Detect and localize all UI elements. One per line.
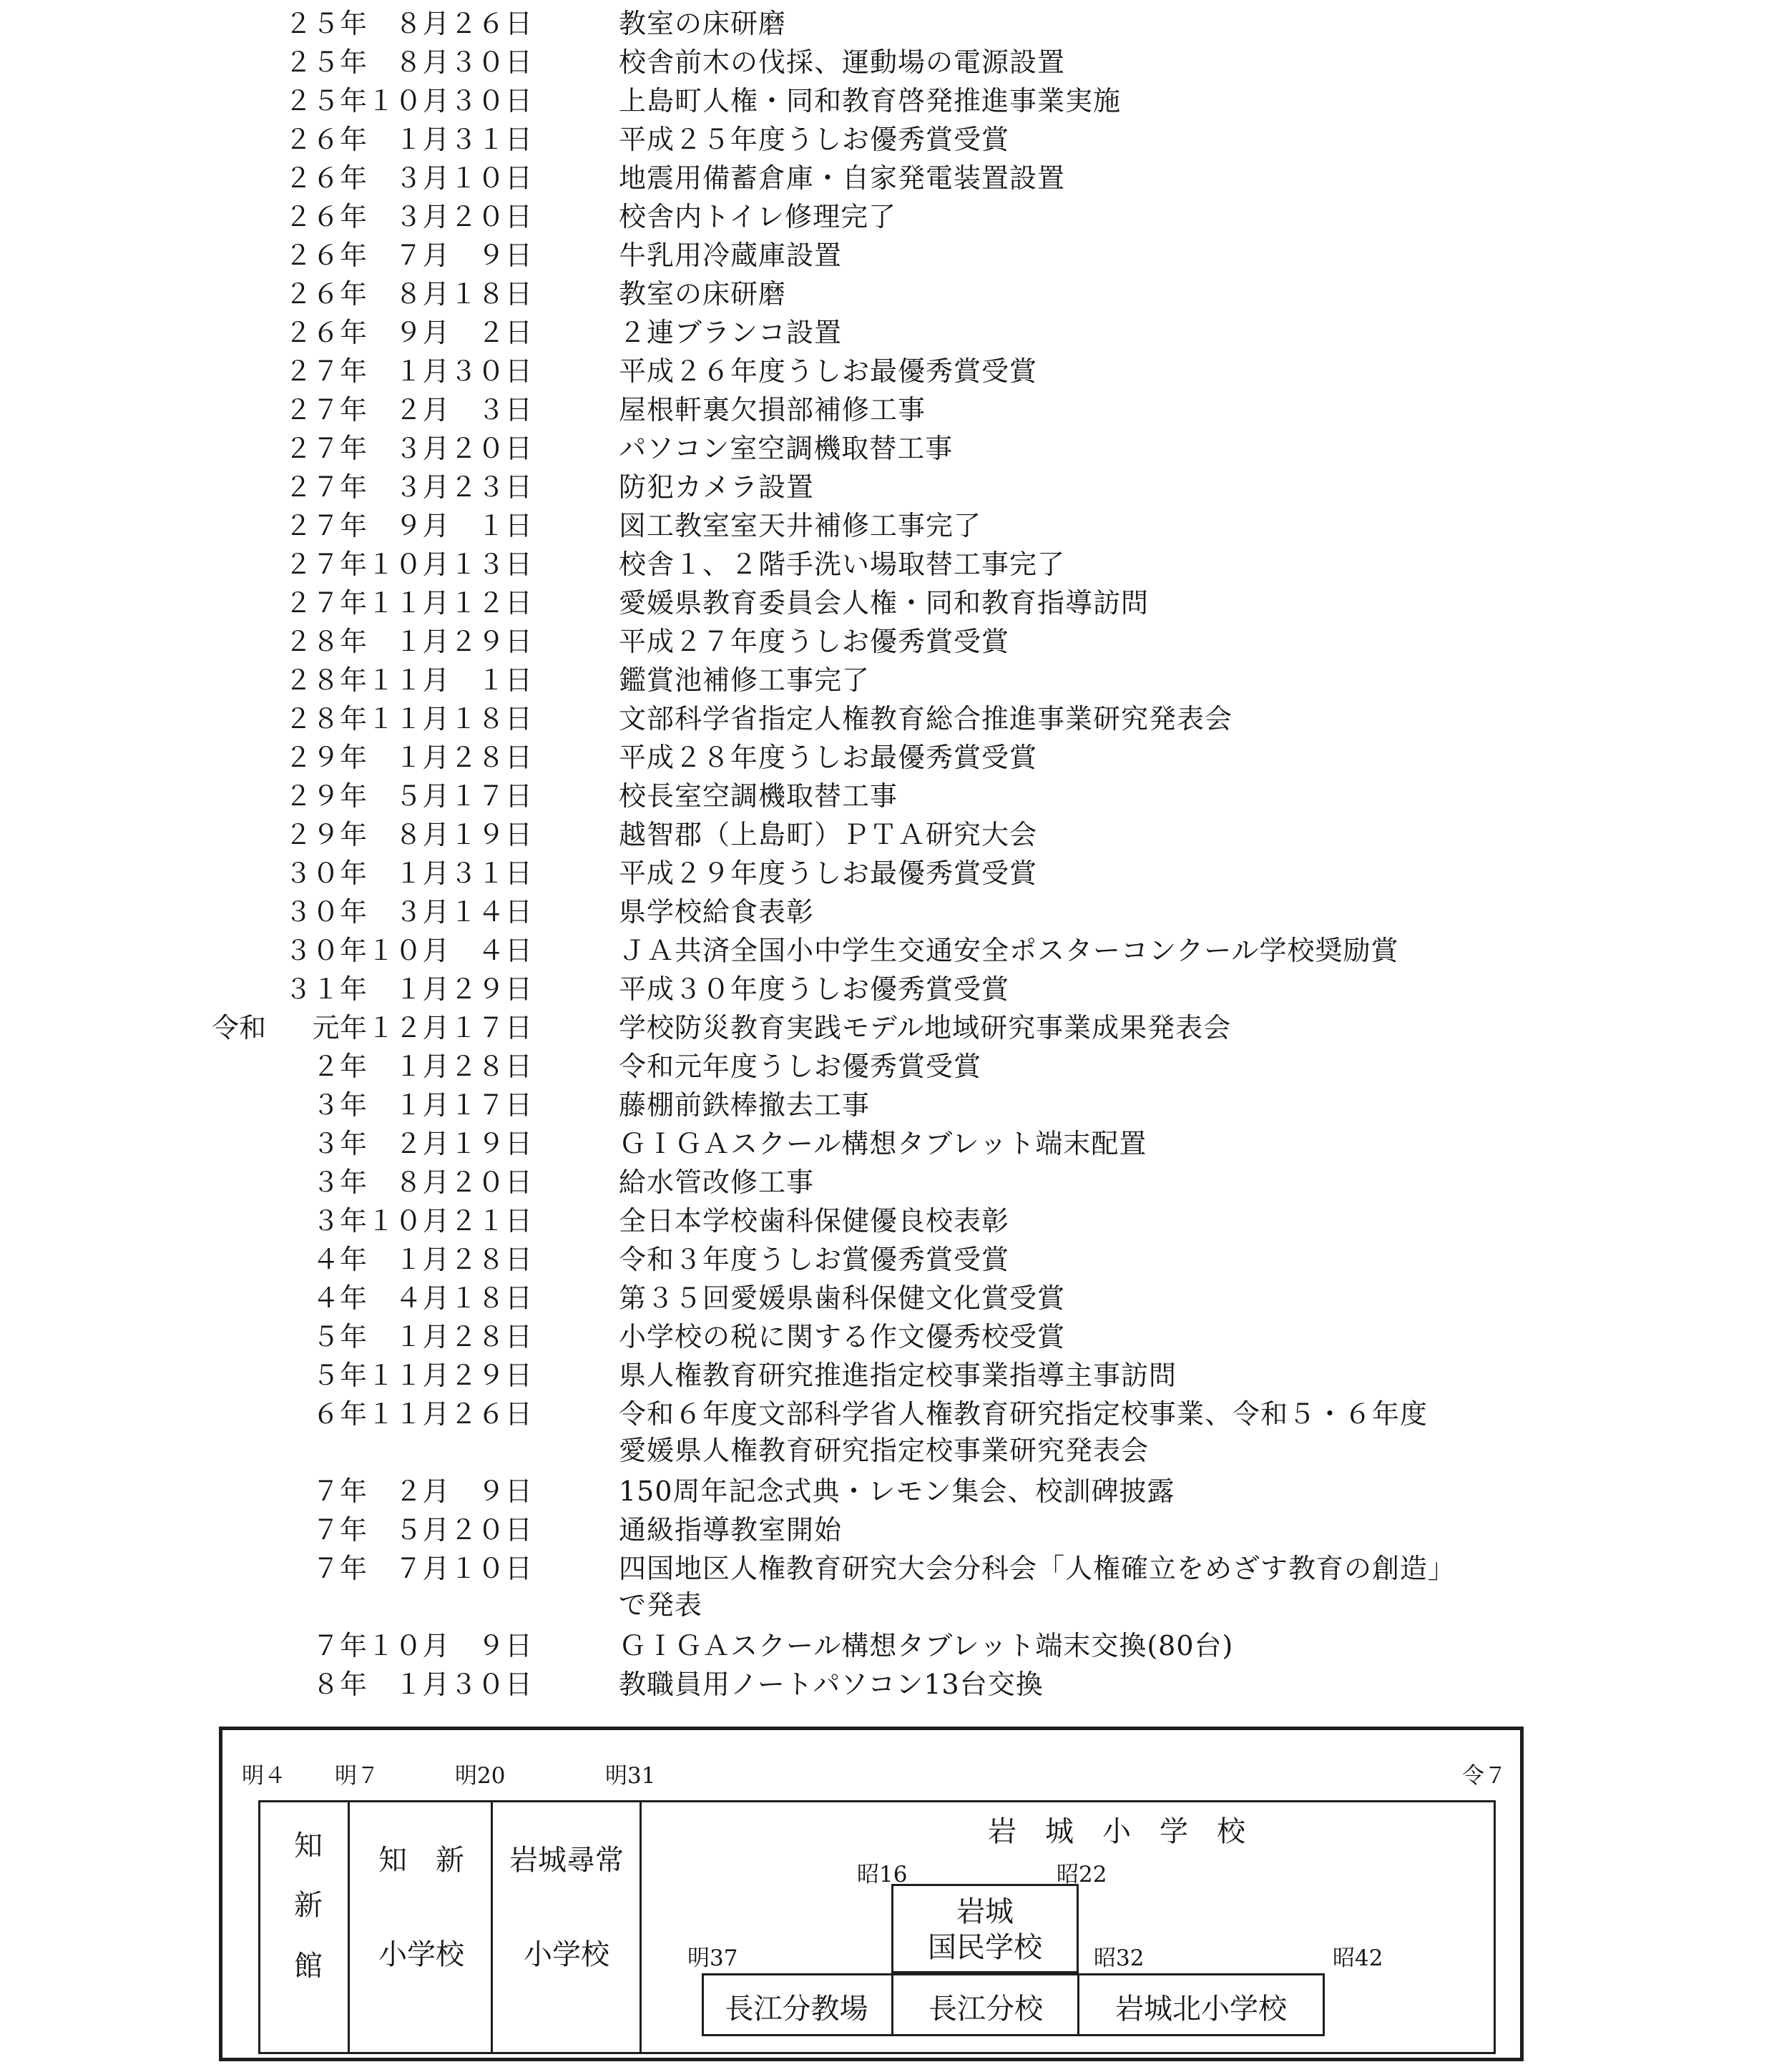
history-event	[619, 812, 1549, 852]
history-event-text: ＪＡ共済全国小中学生交通安全ポスターコンクール学校奨励賞	[619, 935, 1399, 966]
history-event	[619, 1006, 1549, 1045]
history-row	[0, 772, 1774, 811]
history-row	[0, 1236, 1774, 1275]
history-row	[0, 1468, 1774, 1506]
history-date: ２９年 ５月１７日	[285, 780, 533, 812]
history-event	[619, 735, 1549, 775]
history-row	[0, 1661, 1774, 1699]
history-event-text: 校舎１、２階手洗い場取替工事完了	[619, 549, 1066, 580]
history-event	[619, 349, 1549, 388]
history-event	[619, 79, 1549, 118]
chishinkan-char-1: 知	[294, 1830, 323, 1862]
history-date: ２８年１１月１８日	[285, 703, 533, 735]
year-label-meiji37: 明37	[687, 1945, 738, 1971]
year-label-meiji31: 明31	[605, 1763, 656, 1789]
year-label-showa42: 昭42	[1333, 1945, 1383, 1971]
history-event	[619, 1469, 1549, 1508]
history-row	[0, 1352, 1774, 1390]
history-event-text: 屋根軒裏欠損部補修工事	[619, 394, 926, 426]
history-event-text: 平成２７年度うしお優秀賞受賞	[619, 626, 1010, 657]
history-event	[619, 1315, 1549, 1354]
history-event	[619, 658, 1549, 697]
history-row	[0, 1275, 1774, 1313]
school-lineage-diagram	[219, 1727, 1524, 2061]
history-row	[0, 579, 1774, 618]
history-row	[0, 1004, 1774, 1043]
history-event-text: 文部科学省指定人権教育総合推進事業研究発表会	[619, 703, 1233, 735]
history-event	[619, 851, 1549, 890]
history-row	[0, 502, 1774, 541]
history-event-text: 平成２５年度うしお優秀賞受賞	[619, 124, 1010, 155]
history-date: ２６年 ３月２０日	[285, 201, 533, 232]
history-event-text-continued: で発表	[619, 1589, 703, 1621]
history-row	[0, 154, 1774, 193]
history-event-text: 県学校給食表彰	[619, 896, 815, 928]
history-event	[619, 195, 1549, 234]
history-event-text: 第３５回愛媛県歯科保健文化賞受賞	[619, 1282, 1066, 1314]
year-label-meiji4: 明４	[242, 1763, 286, 1789]
history-row	[0, 193, 1774, 232]
history-row	[0, 927, 1774, 966]
history-event	[619, 1392, 1549, 1470]
history-date: ３０年 ３月１４日	[285, 896, 533, 928]
history-event-text: パソコン室空調機取替工事	[619, 433, 954, 464]
history-date: ２５年 ８月３０日	[285, 46, 533, 78]
history-event-text: 校舎内トイレ修理完了	[619, 201, 897, 232]
year-label-reiwa7: 令７	[1462, 1763, 1506, 1789]
year-label-showa22: 昭22	[1057, 1862, 1107, 1887]
history-event-text: 地震用備蓄倉庫・自家発電装置設置	[619, 162, 1066, 194]
history-row	[0, 425, 1774, 463]
nagae-kyojo-name: 長江分教場	[725, 1993, 868, 2026]
kokumin-school-line2: 国民学校	[928, 1931, 1042, 1964]
history-event	[619, 619, 1549, 659]
history-row	[0, 1159, 1774, 1197]
history-event	[619, 581, 1549, 620]
history-event-text: 四国地区人権教育研究大会分科会「人権確立をめざす教育の創造」	[619, 1553, 1456, 1584]
history-event-text: 平成２８年度うしお最優秀賞受賞	[619, 742, 1038, 773]
history-event-text: 通級指導教室開始	[619, 1514, 843, 1546]
history-date: ３年 ２月１９日	[285, 1128, 533, 1159]
history-date: ２７年 ３月２０日	[285, 433, 533, 464]
history-row	[0, 1313, 1774, 1352]
history-event	[619, 542, 1549, 581]
history-event-text-continued: 愛媛県人権教育研究指定校事業研究発表会	[619, 1435, 1150, 1466]
history-date: ４年 ４月１８日	[285, 1282, 533, 1314]
history-row	[0, 1197, 1774, 1236]
history-event	[619, 426, 1549, 466]
history-row	[0, 348, 1774, 386]
history-row	[0, 1506, 1774, 1545]
year-label-meiji7: 明７	[335, 1763, 379, 1789]
history-row	[0, 309, 1774, 348]
history-date: ２６年 １月３１日	[285, 124, 533, 155]
history-row	[0, 966, 1774, 1004]
history-date: ５年 １月２８日	[285, 1321, 533, 1352]
history-event-text: 給水管改修工事	[619, 1167, 815, 1198]
history-date: ３年 １月１７日	[285, 1089, 533, 1121]
history-row	[0, 734, 1774, 772]
history-event-text: 教職員用ノートパソコン13台交換	[619, 1669, 1044, 1700]
year-label-showa32: 昭32	[1094, 1945, 1145, 1971]
history-event	[619, 1160, 1549, 1199]
history-event-text: 令和３年度うしお賞優秀賞受賞	[619, 1244, 1010, 1275]
history-event-text: 平成３０年度うしお優秀賞受賞	[619, 973, 1010, 1005]
history-row	[0, 541, 1774, 579]
chishin-school-suffix: 小学校	[378, 1938, 464, 1971]
history-row	[0, 116, 1774, 154]
history-date: ２５年 ８月２６日	[285, 8, 533, 39]
history-event-text: 越智郡（上島町）ＰＴＡ研究大会	[619, 819, 1038, 850]
chishinkan-char-3: 館	[294, 1950, 323, 1983]
history-event	[619, 40, 1549, 79]
history-event	[619, 1276, 1549, 1315]
history-event	[619, 1546, 1549, 1624]
history-event	[619, 465, 1549, 504]
history-row	[0, 695, 1774, 734]
chishinkan-char-2: 新	[294, 1889, 323, 1922]
history-date: ２７年 ９月 １日	[285, 510, 533, 541]
history-event	[619, 967, 1549, 1006]
history-event	[619, 1353, 1549, 1393]
iwagi-elementary-name: 岩 城 小 学 校	[988, 1815, 1245, 1848]
history-event	[619, 504, 1549, 543]
history-date: ７年 ５月２０日	[285, 1514, 533, 1546]
history-row	[0, 386, 1774, 425]
history-event-text: 学校防災教育実践モデル地域研究事業成果発表会	[619, 1012, 1232, 1044]
history-event	[619, 1083, 1549, 1122]
history-date: ７年１０月 ９日	[285, 1630, 533, 1661]
history-row	[0, 1081, 1774, 1120]
history-event-text: ＧＩＧＡスクール構想タブレット端末交換(80台)	[619, 1630, 1234, 1661]
history-event	[619, 233, 1549, 272]
history-event	[619, 310, 1549, 350]
history-date: ３０年 １月３１日	[285, 858, 533, 889]
history-event-text: 教室の床研磨	[619, 278, 787, 310]
history-date: ５年１１月２９日	[285, 1360, 533, 1391]
history-event	[619, 272, 1549, 311]
history-event	[619, 156, 1549, 195]
history-event	[619, 697, 1549, 736]
history-date: ３１年 １月２９日	[285, 973, 533, 1005]
history-row	[0, 77, 1774, 116]
history-event	[619, 388, 1549, 427]
history-event-text: 令和元年度うしお優秀賞受賞	[619, 1051, 982, 1082]
history-event-text: 校長室空調機取替工事	[619, 780, 898, 812]
history-date: ３年 ８月２０日	[285, 1167, 533, 1198]
year-label-showa16: 昭16	[857, 1862, 908, 1887]
nagae-bunko-name: 長江分校	[928, 1993, 1043, 2026]
history-row	[0, 0, 1774, 39]
history-date: ２７年 １月３０日	[285, 355, 533, 387]
history-event-text: 牛乳用冷蔵庫設置	[619, 240, 843, 271]
history-date: ２７年１１月１２日	[285, 587, 533, 619]
history-event-text: 図工教室室天井補修工事完了	[619, 510, 982, 541]
history-event	[619, 890, 1549, 929]
history-event-text: 防犯カメラ設置	[619, 471, 815, 503]
iwagi-kita-name: 岩城北小学校	[1115, 1993, 1287, 2026]
history-event-text: 県人権教育研究推進指定校事業指導主事訪問	[619, 1360, 1177, 1391]
history-date: ２６年 ８月１８日	[285, 278, 533, 310]
kokumin-school-line1: 岩城	[956, 1895, 1014, 1928]
history-date: ７年 ７月１０日	[285, 1553, 533, 1584]
chishin-school-name: 知 新	[378, 1844, 464, 1877]
history-era: 令和	[212, 1012, 267, 1044]
history-event	[619, 1237, 1549, 1277]
history-event-text: 藤棚前鉄棒撤去工事	[619, 1089, 871, 1121]
history-event	[619, 1, 1549, 41]
history-event-text: 平成２６年度うしお最優秀賞受賞	[619, 355, 1038, 387]
history-event-text: 校舎前木の伐採、運動場の電源設置	[619, 46, 1066, 78]
history-event	[619, 774, 1549, 813]
year-label-meiji20: 明20	[455, 1763, 506, 1789]
history-event	[619, 928, 1549, 968]
history-row	[0, 1622, 1774, 1661]
history-date: ２８年 １月２９日	[285, 626, 533, 657]
history-row	[0, 463, 1774, 502]
history-event-text: 全日本学校歯科保健優良校表彰	[619, 1205, 1010, 1237]
history-row	[0, 1120, 1774, 1159]
history-event-text: 平成２９年度うしお最優秀賞受賞	[619, 858, 1038, 889]
history-row	[0, 270, 1774, 309]
history-event	[619, 1508, 1549, 1547]
history-event-text: 上島町人権・同和教育啓発推進事業実施	[619, 85, 1122, 117]
history-date: ２６年 ３月１０日	[285, 162, 533, 194]
history-event-text: 令和６年度文部科学省人権教育研究指定校事業、令和５・６年度	[619, 1398, 1428, 1430]
history-date: ７年 ２月 ９日	[285, 1476, 533, 1507]
history-date: 元年１２月１７日	[285, 1012, 533, 1044]
history-event-text: ＧＩＧＡスクール構想タブレット端末配置	[619, 1128, 1147, 1159]
history-event-text: 小学校の税に関する作文優秀校受賞	[619, 1321, 1066, 1352]
history-date: ２６年 ９月 ２日	[285, 317, 533, 348]
history-row	[0, 232, 1774, 270]
history-row	[0, 850, 1774, 888]
history-event-text: 150周年記念式典・レモン集会、校訓碑披露	[619, 1476, 1175, 1507]
iwagi-jinjo-name: 岩城尋常	[509, 1844, 624, 1877]
history-date: ２９年 １月２８日	[285, 742, 533, 773]
history-date: ２７年 ３月２３日	[285, 471, 533, 503]
history-date: ２８年１１月 １日	[285, 664, 533, 696]
history-date: ２９年 ８月１９日	[285, 819, 533, 850]
history-date: ２７年１０月１３日	[285, 549, 533, 580]
history-date: ２５年１０月３０日	[285, 85, 533, 117]
history-date: ８年 １月３０日	[285, 1669, 533, 1700]
history-date: ２６年 ７月 ９日	[285, 240, 533, 271]
history-row	[0, 657, 1774, 695]
history-row	[0, 1390, 1774, 1468]
history-row	[0, 618, 1774, 657]
history-event	[619, 1044, 1549, 1084]
history-event	[619, 117, 1549, 157]
history-date: ３年１０月２１日	[285, 1205, 533, 1237]
history-date: ３０年１０月 ４日	[285, 935, 533, 966]
history-event-text: 教室の床研磨	[619, 8, 787, 39]
history-date: ２年 １月２８日	[285, 1051, 533, 1082]
history-event	[619, 1662, 1549, 1702]
history-row	[0, 888, 1774, 927]
history-row	[0, 39, 1774, 77]
history-event-text: 鑑賞池補修工事完了	[619, 664, 871, 696]
history-row	[0, 1043, 1774, 1081]
history-event	[619, 1121, 1549, 1161]
history-row	[0, 1545, 1774, 1622]
history-date: ４年 １月２８日	[285, 1244, 533, 1275]
history-event-text: 愛媛県教育委員会人権・同和教育指導訪問	[619, 587, 1150, 619]
history-event-text: ２連ブランコ設置	[619, 317, 843, 348]
history-event	[619, 1199, 1549, 1238]
history-event	[619, 1624, 1549, 1663]
history-date: ６年１１月２６日	[285, 1398, 533, 1430]
iwagi-jinjo-suffix: 小学校	[524, 1938, 609, 1971]
history-row	[0, 811, 1774, 850]
history-date: ２７年 ２月 ３日	[285, 394, 533, 426]
